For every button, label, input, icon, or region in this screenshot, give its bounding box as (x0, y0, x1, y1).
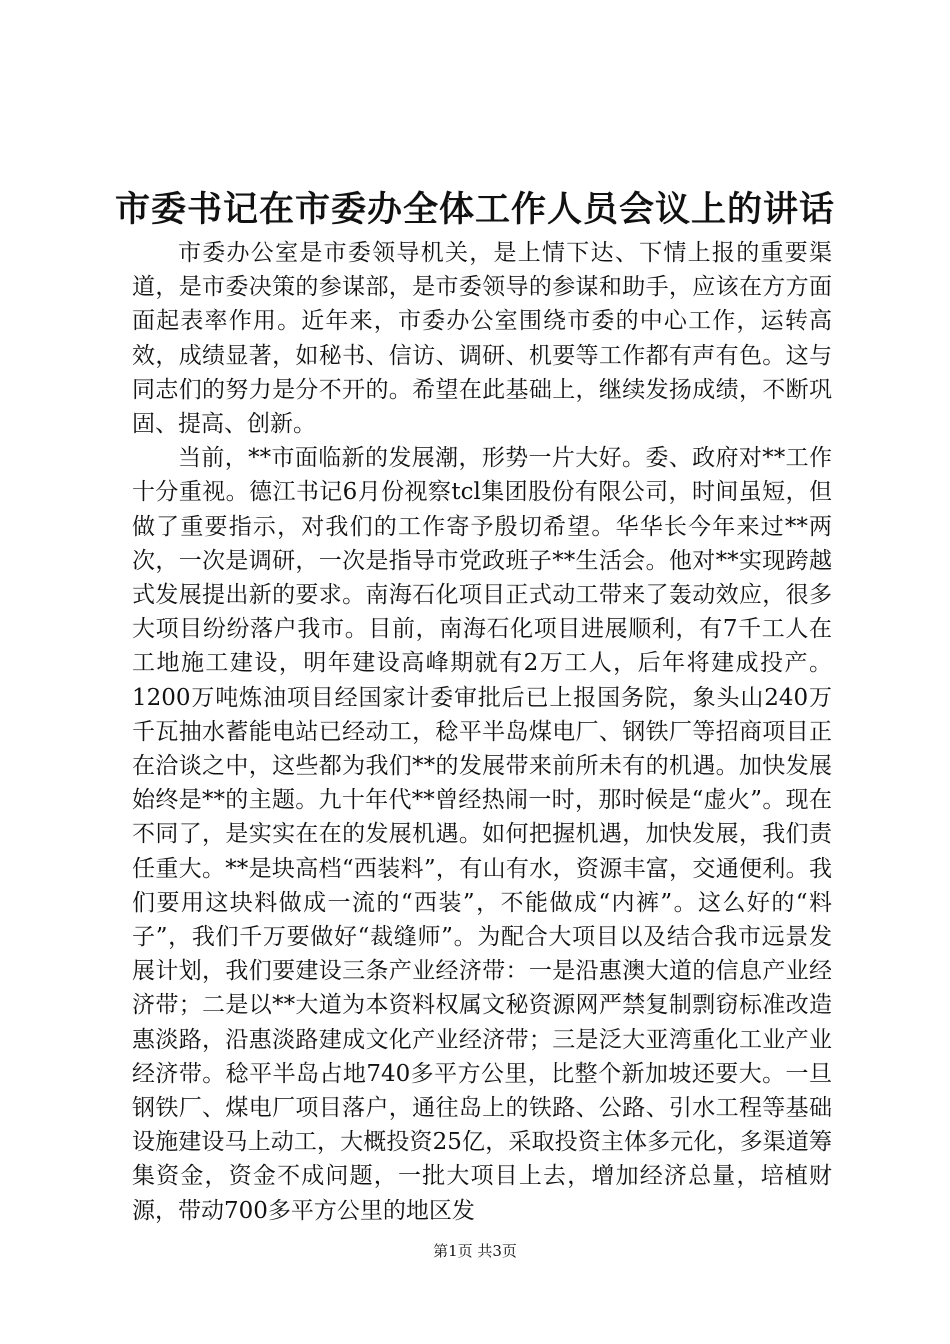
paragraph: 市委办公室是市委领导机关，是上情下达、下情上报的重要渠道，是市委决策的参谋部，是市委领导的参谋和助手，应该在方方面面起表率作用。近年来，市委办公室围绕市委的中心工作，运转高效，成绩显著，如秘书、信访、调研、机要等工作都有声有色。这与同志们的努力是分不开的。希望在此基础上，继续发扬成绩，不断巩固、提高、创新。 (132, 240, 832, 438)
document-body (132, 236, 832, 1228)
page-footer: 第1页 共3页 (433, 1242, 517, 1260)
paragraph: 当前，**市面临新的发展潮，形势一片大好。委、政府对**工作十分重视。德江书记6月份视察tcl集团股份有限公司，时间虽短，但做了重要指示，对我们的工作寄予殷切希望。华华长今年来过**两次，一次是调研，一次是指导市党政班子**生活会。他对**实现跨越式发展提出新的要求。南海石化项目正式动工带来了轰动效应，很多大项目纷纷落户我市。目前，南海石化项目进展顺利，有7千工人在工地施工建设，明年建设高峰期就有2万工人，后年将建成投产。1200万吨炼油项目经国家计委审批后已上报国务院，象头山240万千瓦抽水蓄能电站已经动工，稔平半岛煤电厂、钢铁厂等招商项目正在洽谈之中，这些都为我们**的发展带来前所未有的机遇。加快发展始终是**的主题。九十年代**曾经热闹一时，那时候是“虚火”。现在不同了，是实实在在的发展机遇。如何把握机遇，加快发展，我们责任重大。**是块高档“西装料”，有山有水，资源丰富，交通便利。我们要用这块料做成一流的“西装”，不能做成“内裤”。这么好的“料子”，我们千万要做好“裁缝师”。为配合大项目以及结合我市远景发展计划，我们要建设三条产业经济带：一是沿惠澳大道的信息产业经济带；二是以**大道为本资料权属文秘资源网严禁复制剽窃标准改造惠淡路，沿惠淡路建成文化产业经济带；三是泛大亚湾重化工业产业经济带。稔平半岛占地740多平方公里，比整个新加坡还要大。一旦钢铁厂、煤电厂项目落户，通往岛上的铁路、公路、引水工程等基础设施建设马上动工，大概投资25亿，采取投资主体多元化，多渠道筹集资金，资金不成问题，一批大项目上去，增加经济总量，培植财源，带动700多平方公里的地区发 (132, 445, 832, 1224)
document-title: 市委书记在市委办全体工作人员会议上的讲话 (114, 189, 835, 230)
